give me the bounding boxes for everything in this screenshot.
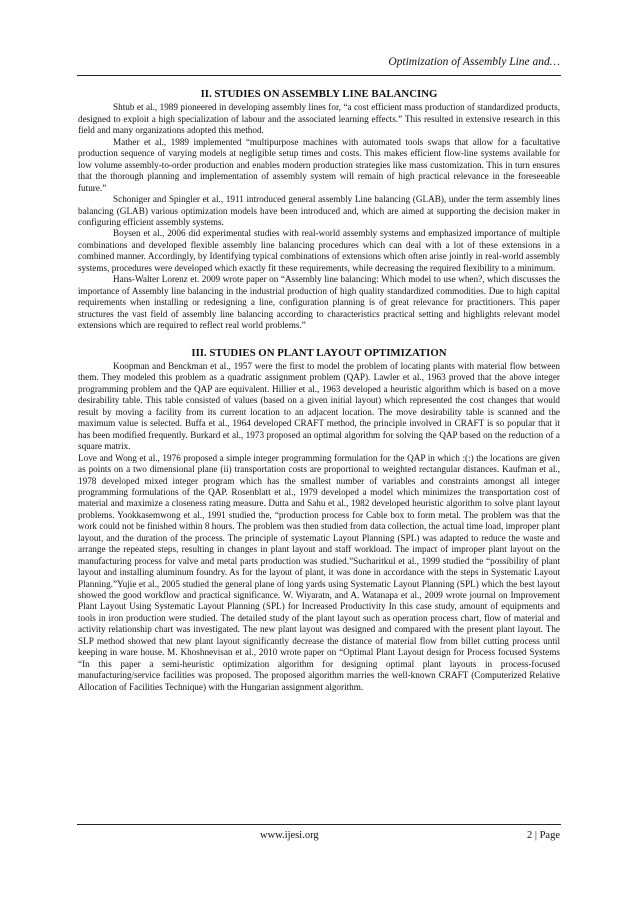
footer-url: www.ijesi.org <box>260 830 319 841</box>
paragraph: Love and Wong et al., 1976 proposed a simple integer programming formulation for the QAP in which :(:) the locations are given as points on a two dimensional plane (ii) transportation costs are proportional to weighted rectangular distances. Kaufman et al., 1978 developed mixed integer program which has the smallest number of variables and constraints amongst all integer programming formulations of the QAP. Rosenblatt et al., 1979 developed a model which minimizes the transportation cost of material and maximize a closeness rating measure. Dutta and Sahu et al., 1982 developed heuristic algorithm to solve plant layout problems. Yookkasemwong et al., 1991 studied the, “production process for Cable box to form metal. The problem was that the work could not be finished within 8 hours. The problem was then studied from data collection, the actual time load, improper plant layout, and the duration of the process. The principle of systematic Layout Planning (SPL) was adapted to reduce the waste and arrange the repeated steps, resulting in changes in plant layout and staff workload. The impact of improper plant layout on the manufacturing process for valve and metal parts production was studied.”Sucharitkul et al., 1999 studied the “possibility of plant layout and installing aluminum foundry. As for the layout of plant, it was done in accordance with the steps in Systematic Layout Planning.”Yujie et al., 2005 studied the general plane of long yards using Systematic Layout Planning (SPL) which the best layout showed the good workflow and practical significance. W. Wiyaratn, and A. Watanapa et al., 2009 wrote journal on Improvement Plant Layout Using Systematic Layout Planning (SPL) for Increased Productivity In this case study, amount of equipments and tools in iron production were studied. The detailed study of the plant layout such as operation process chart, flow of material and activity relationship chart was investigated. The new plant layout was designed and compared with the present plant layout. The SLP method showed that new plant layout significantly decrease the distance of material flow from billet cutting process until keeping in ware house. M. Khoshnevisan et al., 2010 wrote paper on “Optimal Plant Layout design for Process focused Systems “In this paper a semi-heuristic optimization algorithm for designing optimal plant layouts in process-focused manufacturing/service facilities was proposed. The proposed algorithm marries the well-known CRAFT (Computerized Relative Allocation of Facilities Technique) with the Hungarian assignment algorithm. <box>78 452 560 692</box>
paragraph: Shtub et al., 1989 pioneered in developing assembly lines for, “a cost efficient mass production of standardized products, designed to exploit a high specialization of labour and the associated learning effects.” This resulted in extensive research in this field and many organizations adopted this method. <box>78 102 560 136</box>
paragraph: Boysen et al., 2006 did experimental studies with real-world assembly systems and emphasized importance of multiple combinations and developed flexible assembly line balancing procedures which can deal with a lot of these extensions in a combined manner. Accordingly, by Identifying typical combinations of extensions which often arise jointly in real-world assembly systems, procedures were developed which exactly fit these requirements, while decreasing the required flexibility to a minimum. <box>78 228 560 273</box>
article-body <box>78 89 560 693</box>
section-heading-2: II. STUDIES ON ASSEMBLY LINE BALANCING <box>200 88 438 100</box>
section-heading-3: III. STUDIES ON PLANT LAYOUT OPTIMIZATION <box>191 346 447 359</box>
page-number: 2 | Page <box>526 830 560 841</box>
paragraph: Koopman and Benckman et al., 1957 were the first to model the problem of locating plants with material flow between them. They modeled this problem as a quadratic assignment problem (QAP). Lawler et al., 1963 proved that the above integer programming problem and the QAP are equivalent. Hillier et al., 1963 developed a heuristic algorithm which is based on a move desirability table. This table consisted of values (based on a given initial layout) which represented the cost changes that would result by moving a facility from its current location to an adjacent location. The move desirability table is scanned and the maximum value is selected. Buffa et al., 1964 developed CRAFT method, the principle involved in CRAFT is so popular that it has been modified frequently. Burkard et al., 1973 proposed an optimal algorithm for solving the QAP based on the reduction of a square matrix. <box>78 360 560 452</box>
paragraph: Hans-Walter Lorenz et. 2009 wrote paper on “Assembly line balancing: Which model to use when?, which discusses the importance of Assembly line balancing in the industrial production of high quality standardized commodities. Due to high capital requirements when installing or redesigning a line, configuration planning is of great relevance for practitioners. This paper structures the vast field of assembly line balancing according to characteristics practical setting and highlights relevant model extensions which are required to reflect real world problems.” <box>78 274 560 331</box>
paragraph: Mather et al., 1989 implemented “multipurpose machines with automated tools swaps that allow for a facultative production sequence of varying models at negligible setup times and costs. This makes efficient flow-line systems available for low volume assembly-to-order production and enables modern production strategies like mass customization. This in turn ensures that the thorough planning and implementation of assembly system will remain of high practical relevance in the foreseeable future.” <box>78 136 560 193</box>
header-rule <box>77 75 561 76</box>
footer-rule <box>77 824 561 825</box>
running-header: Optimization of Assembly Line and… <box>388 56 560 68</box>
paragraph: Schoniger and Spingler et al., 1911 introduced general assembly Line balancing (GLAB), under the term assembly lines balancing (GLAB) various optimization models have been introduced and, which are aimed at supporting the decision maker in configuring efficient assembly systems. <box>78 194 560 227</box>
